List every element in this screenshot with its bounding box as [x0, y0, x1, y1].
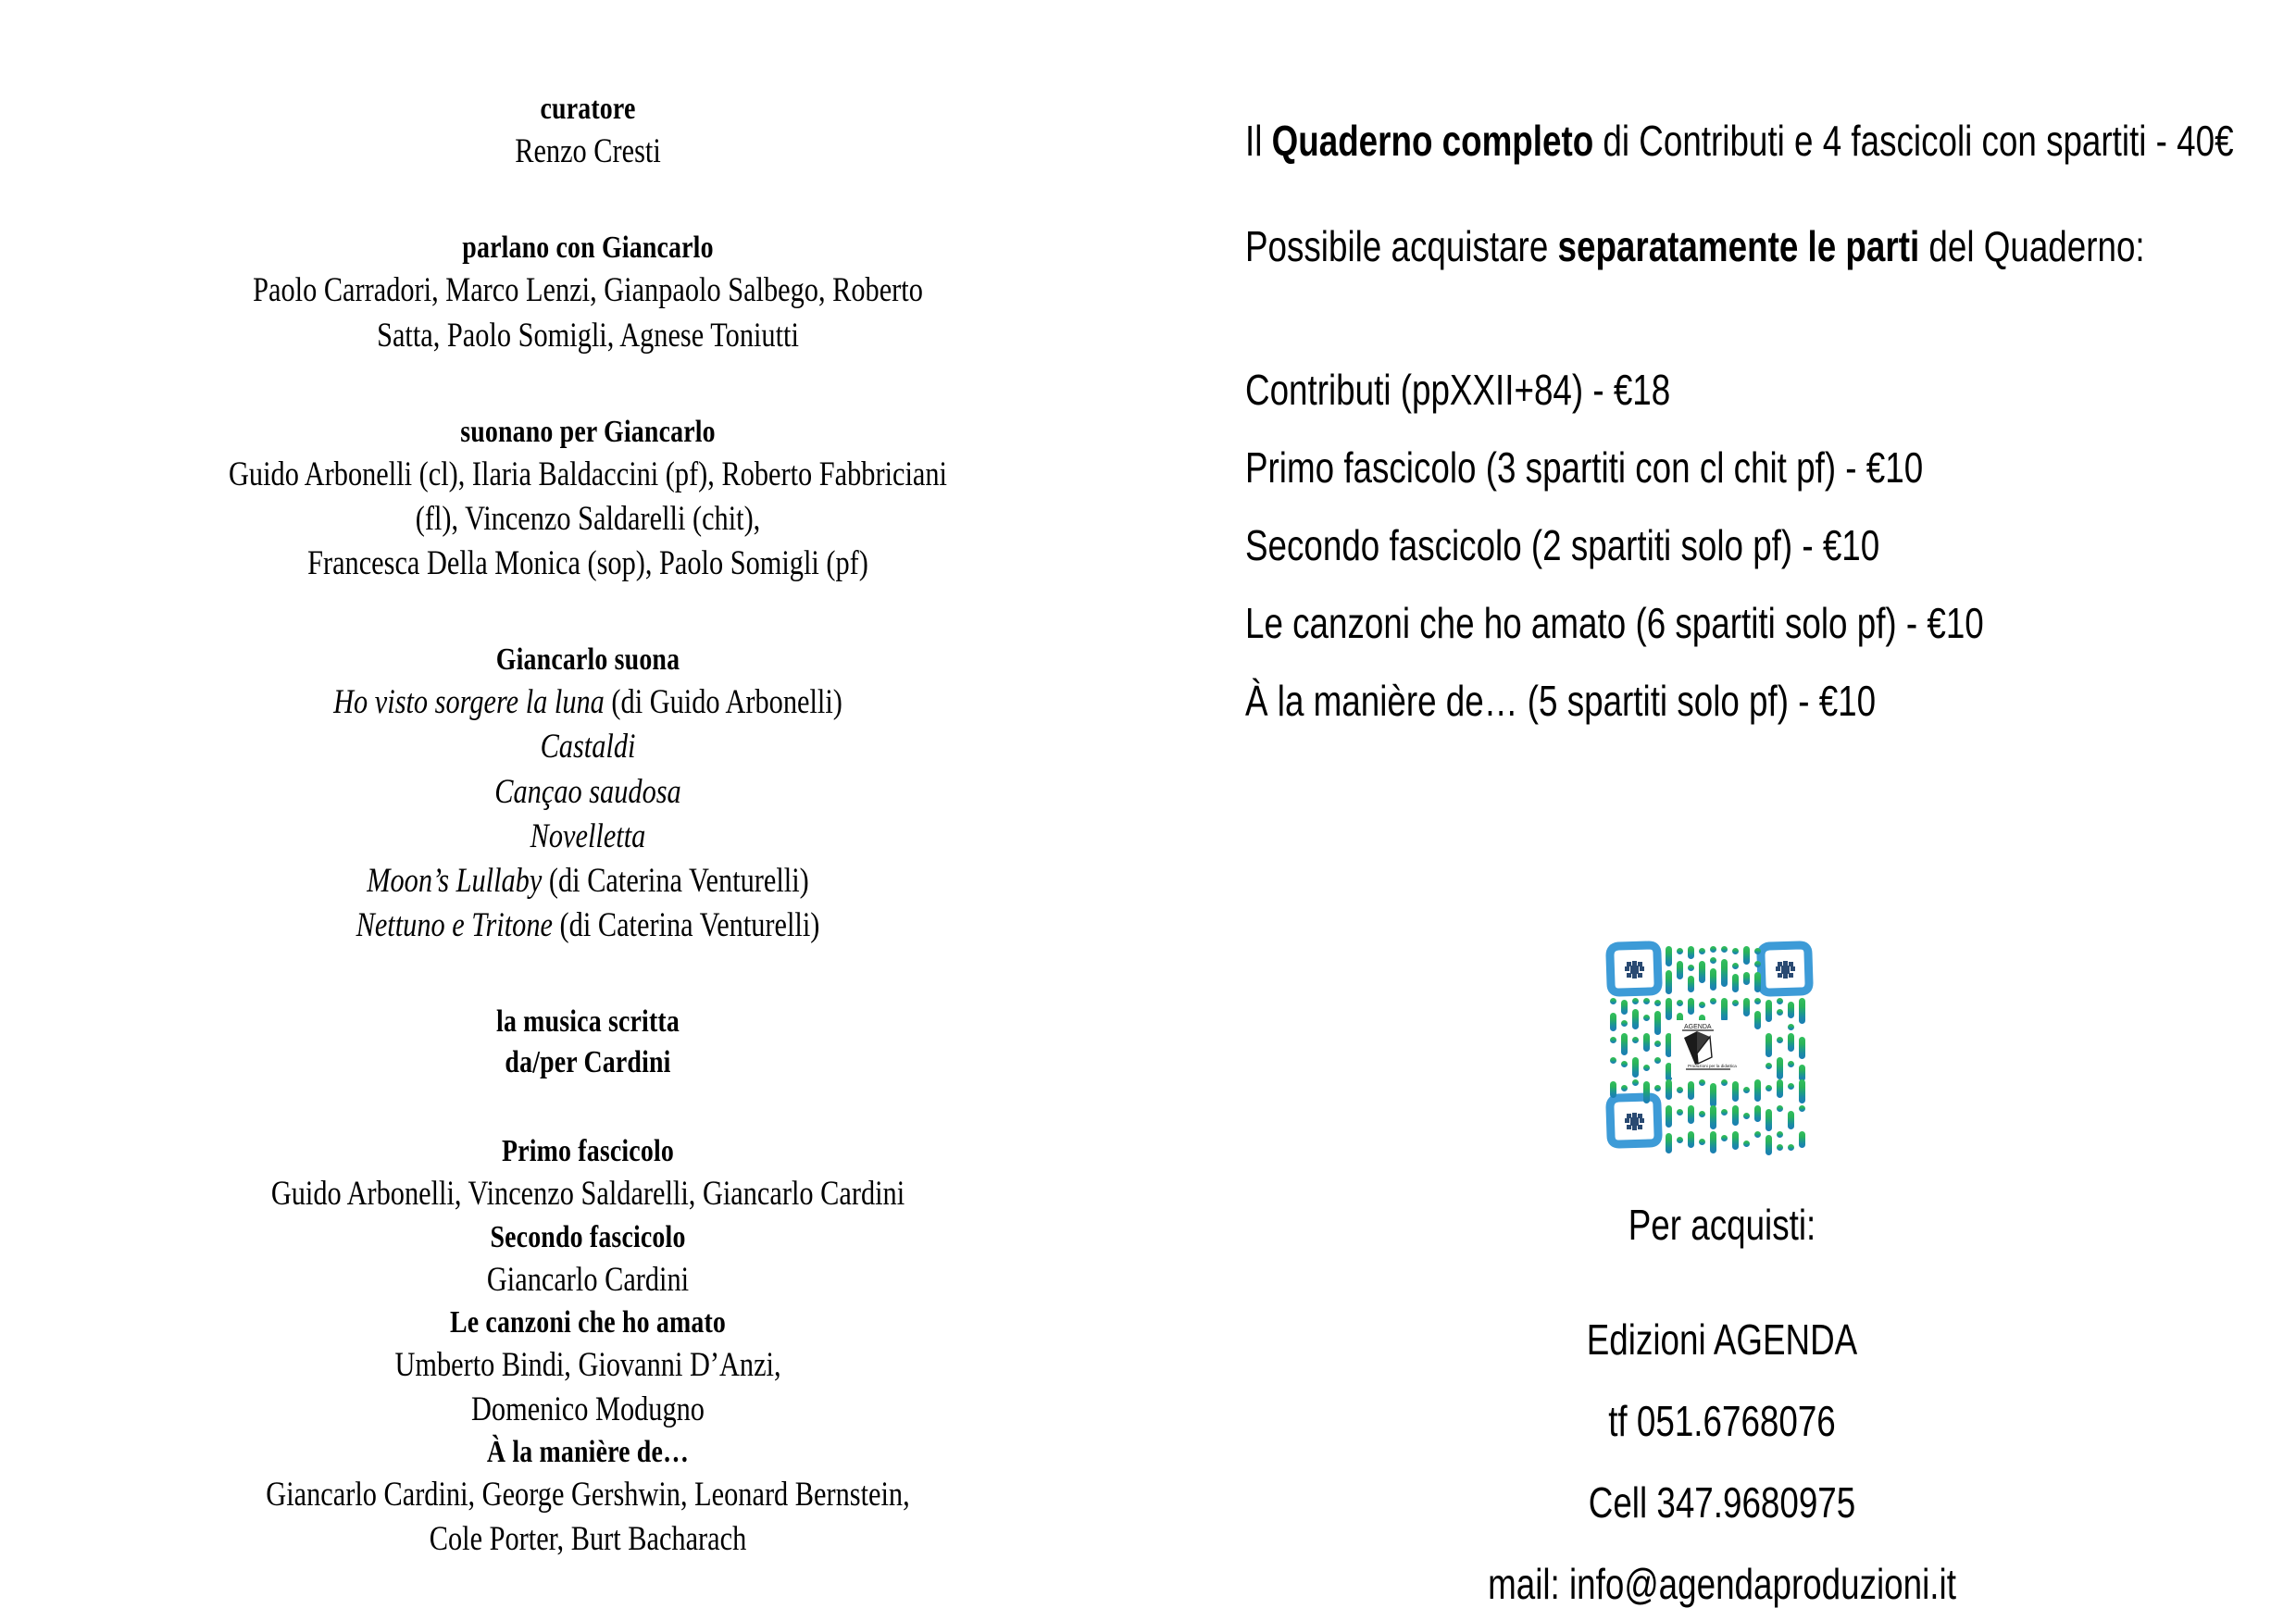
piece-title: Cançao saudosa: [494, 772, 681, 811]
purchase-contact-block: [1305, 1201, 2139, 1608]
section-heading-parlano-con-giancarlo: parlano con Giancarlo: [462, 231, 714, 266]
parlano-line: Paolo Carradori, Marco Lenzi, Gianpaolo Salbego, Roberto: [253, 271, 923, 310]
second-prefix: Possibile acquistare: [1245, 221, 1558, 270]
qr-finder-pattern-bottom-left: [1610, 1097, 1658, 1144]
fascicolo-line: Guido Arbonelli, Vincenzo Saldarelli, Giancarlo Cardini: [270, 1175, 905, 1214]
fascicolo-heading-primo: Primo fascicolo: [502, 1134, 674, 1169]
section-heading-da-per-cardini: da/per Cardini: [505, 1045, 671, 1080]
suonano-line: (fl), Vincenzo Saldarelli (chit),: [415, 499, 761, 538]
piece-item: [197, 904, 980, 948]
piece-item: [197, 815, 980, 859]
parlano-line: Satta, Paolo Somigli, Agnese Toniutti: [377, 316, 799, 355]
piece-item: [197, 680, 980, 725]
spacer: [1305, 1246, 2139, 1318]
section-heading-curatore: curatore: [540, 92, 636, 126]
fascicolo-heading-a-la-maniere-de: À la manière de…: [486, 1435, 690, 1470]
intro-prefix: Il: [1245, 117, 1272, 165]
second-paragraph: [1245, 215, 2264, 280]
piece-title: Ho visto sorgere la luna: [333, 683, 605, 722]
piece-title: Nettuno e Tritone: [356, 905, 553, 944]
fascicolo-heading-secondo: Secondo fascicolo: [490, 1219, 686, 1254]
spacer: [1305, 1524, 2139, 1563]
spacer: [197, 174, 980, 228]
spacer: [197, 1083, 980, 1131]
intro-paragraph: [1245, 109, 2264, 174]
price-item: À la manière de… (5 spartiti solo pf) - €10: [1245, 676, 1877, 725]
piece-item: [197, 725, 980, 769]
qr-logo-bottom-text: Produzioni per la didattica: [1688, 1064, 1737, 1068]
fascicolo-line: Domenico Modugno: [471, 1390, 705, 1429]
section-heading-giancarlo-suona: Giancarlo suona: [495, 642, 680, 678]
right-column-pricing: [1245, 109, 2264, 757]
intro-bold: Quaderno completo: [1271, 117, 1594, 165]
suonano-line: Guido Arbonelli (cl), Ilaria Baldaccini (pf), Roberto Fabbriciani: [229, 455, 947, 493]
price-item: Primo fascicolo (3 spartiti con cl chit pf) - €10: [1245, 443, 1924, 492]
price-item: Contributi (ppXXII+84) - €18: [1245, 365, 1671, 414]
intro-suffix: di Contributi e 4 fascicoli con spartiti - 40€: [1593, 117, 2234, 165]
piece-credit: (di Caterina Venturelli): [552, 905, 820, 944]
spacer: [1305, 1361, 2139, 1400]
fascicolo-heading-le-canzoni-che-ho-amato: Le canzoni che ho amato: [449, 1304, 727, 1340]
piece-item: [197, 770, 980, 815]
suonano-line: Francesca Della Monica (sop), Paolo Somigli (pf): [307, 544, 868, 583]
piece-title: Moon’s Lullaby: [367, 861, 543, 900]
fascicolo-line: Giancarlo Cardini, George Gershwin, Leonard Bernstein,: [266, 1476, 910, 1515]
price-item: Secondo fascicolo (2 spartiti solo pf) - €10: [1245, 520, 1880, 569]
curatore-name: Renzo Cresti: [515, 132, 661, 171]
left-column-programme: [197, 89, 980, 1563]
email-address[interactable]: mail: info@agendaproduzioni.it: [1488, 1560, 1956, 1608]
piece-item: [197, 859, 980, 904]
phone-mobile[interactable]: Cell 347.9680975: [1588, 1478, 1856, 1527]
spacer: [1305, 1442, 2139, 1481]
spacer: [197, 358, 980, 412]
section-heading-la-musica-scritta: la musica scritta: [496, 1003, 680, 1039]
qr-logo-top-text: AGENDA: [1684, 1024, 1712, 1030]
piece-credit: (di Caterina Venturelli): [542, 861, 809, 900]
spacer: [197, 948, 980, 1002]
fascicolo-line: Umberto Bindi, Giovanni D’Anzi,: [394, 1346, 781, 1384]
qr-finder-pattern-top-left: [1610, 945, 1658, 992]
purchase-heading: Per acquisti:: [1628, 1201, 1816, 1249]
spacer: [1245, 174, 2264, 215]
second-suffix: del Quaderno:: [1919, 221, 2145, 270]
second-bold: separatamente le parti: [1557, 221, 1920, 270]
piece-credit: (di Guido Arbonelli): [604, 683, 842, 722]
price-item: Le canzoni che ho amato (6 spartiti solo pf) - €10: [1245, 598, 1984, 647]
qr-finder-pattern-top-right: [1761, 945, 1809, 992]
spacer: [197, 586, 980, 640]
qr-code[interactable]: [1604, 941, 1814, 1159]
fascicolo-line: Cole Porter, Burt Bacharach: [429, 1520, 747, 1559]
fascicolo-line: Giancarlo Cardini: [486, 1260, 690, 1299]
publisher-name: Edizioni AGENDA: [1586, 1315, 1858, 1364]
spacer: [1245, 280, 2264, 368]
section-heading-suonano-per-giancarlo: suonano per Giancarlo: [460, 414, 716, 449]
qr-center-logo: [1671, 1020, 1747, 1078]
piece-title: Castaldi: [540, 728, 636, 767]
piece-title: Novelletta: [530, 816, 646, 855]
phone-landline[interactable]: tf 051.6768076: [1608, 1397, 1836, 1445]
